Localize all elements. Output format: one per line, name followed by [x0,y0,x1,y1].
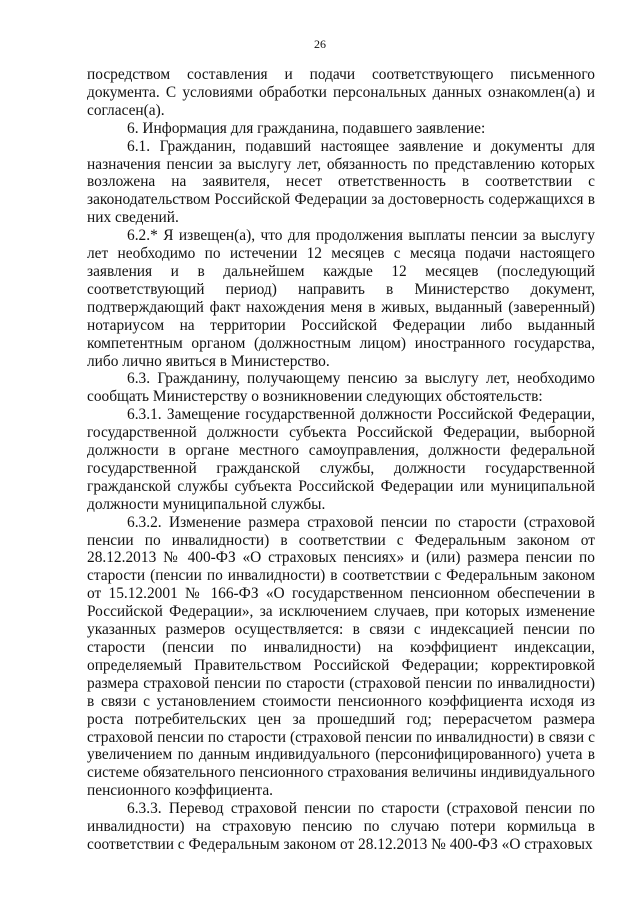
paragraph-consent-continuation: посредством составления и подачи соответствующего письменного документа. С условиями обработки персональных данных ознакомлен(а) и согласен(а). [87,66,595,119]
paragraph-6-3-2: 6.3.2. Изменение размера страховой пенсии по старости (страховой пенсии по инвалидности) в соответствии с Федеральным законом от 28.12.2013 № 400-ФЗ «О страховых пенсиях» и (или) размера пенсии по старости (пенсии по инвалидности) в соответствии с Федеральным законом от 15.12.2001 № 166-ФЗ «О государственном пенсионном обеспечении в Российской Федерации», за исключением случаев, при которых изменение указанных размеров осуществляется: в связи с индексацией пенсии по старости (пенсии по инвалидности) на коэффициент индексации, определяемый Правительством Российской Федерации; корректировкой размера страховой пенсии по старости (страховой пенсии по инвалидности) в связи с установлением стоимости пенсионного коэффициента исходя из роста потребительских цен за прошедший год; перерасчетом размера страховой пенсии по старости (страховой пенсии по инвалидности) в связи с увеличением по данным индивидуального (персонифицированного) учета в системе обязательного пенсионного страхования величины индивидуального пенсионного коэффициента. [87,513,595,800]
paragraph-6-3-3: 6.3.3. Перевод страховой пенсии по старости (страховой пенсии по инвалидности) на страховую пенсию по случаю потери кормильца в соответствии с Федеральным законом от 28.12.2013 № 400-ФЗ «О страховых [87,800,595,853]
paragraph-6-3-1: 6.3.1. Замещение государственной должности Российской Федерации, государственной должности субъекта Российской Федерации, выборной должности в органе местного самоуправления, должности федеральной государственной гражданской службы, должности государственной гражданской службы субъекта Российской Федерации или муниципальной должности муниципальной службы. [87,406,595,513]
paragraph-6-1: 6.1. Гражданин, подавший настоящее заявление и документы для назначения пенсии за выслугу лет, обязанность по представлению которых возложена на заявителя, несет ответственность в соответствии с законодательством Российской Федерации за достоверность содержащихся в них сведений. [87,137,595,227]
paragraph-6-3: 6.3. Гражданину, получающему пенсию за выслугу лет, необходимо сообщать Министерству о возникновении следующих обстоятельств: [87,370,595,406]
paragraph-6-2: 6.2.* Я извещен(а), что для продолжения выплаты пенсии за выслугу лет необходимо по истечении 12 месяцев с месяца подачи настоящего заявления и в дальнейшем каждые 12 месяцев (последующий соответствующий период) направить в Министерство документ, подтверждающий факт нахождения меня в живых, выданный (заверенный) нотариусом на территории Российской Федерации либо выданный компетентным органом (должностным лицом) иностранного государства, либо лично явиться в Министерство. [87,227,595,370]
document-body [87,66,595,854]
section-6-heading: 6. Информация для гражданина, подавшего заявление: [127,119,486,137]
page-number: 26 [314,37,326,51]
